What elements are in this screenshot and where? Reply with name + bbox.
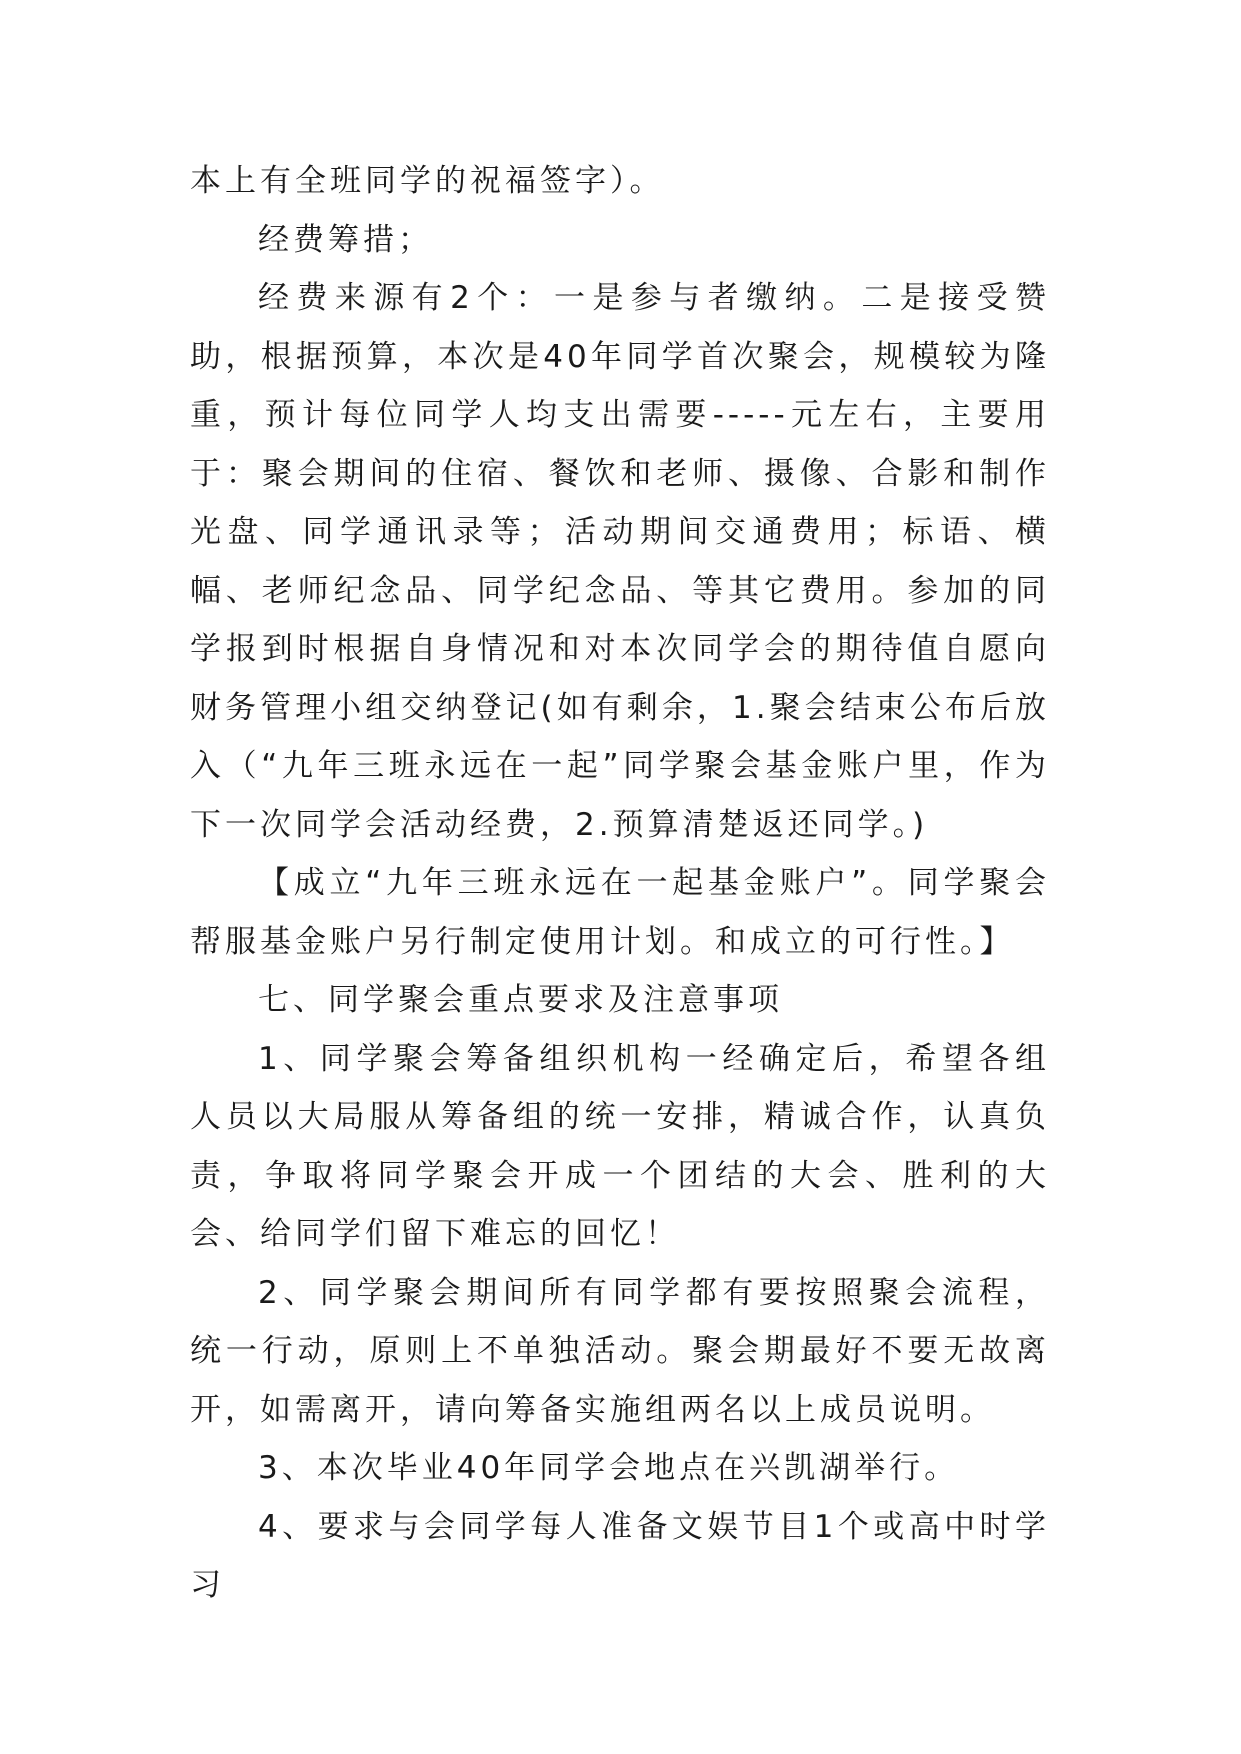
requirement-item-1: 1、同学聚会筹备组织机构一经确定后，希望各组人员以大局服从筹备组的统一安排，精诚合作，认真负责，争取将同学聚会开成一个团结的大会、胜利的大会、给同学们留下难忘的回忆！ <box>190 1040 1050 1252</box>
requirement-item-3: 3、本次毕业40年同学会地点在兴凯湖举行。 <box>258 1450 960 1486</box>
requirement-item-4: 4、要求与会同学每人准备文娱节目1个或高中时学习 <box>190 1508 1050 1603</box>
section-heading-requirements: 七、同学聚会重点要求及注意事项 <box>258 982 783 1018</box>
paragraph-funding-sources: 经费来源有2个：一是参与者缴纳。二是接受赞助，根据预算，本次是40年同学首次聚会，规模较为隆重，预计每位同学人均支出需要-----元左右，主要用于：聚会期间的住宿、餐饮和老师、摄像、合影和制作光盘、同学通讯录等；活动期间交通费用；标语、横幅、老师纪念品、同学纪念品、等其它费用。参加的同学报到时根据自身情况和对本次同学会的期待值自愿向财务管理小组交纳登记(如有剩余，1.聚会结束公布后放入（“九年三班永远在一起”同学聚会基金账户里，作为下一次同学会活动经费，2.预算清楚返还同学。) <box>190 280 1050 843</box>
document-body <box>190 152 1050 1615</box>
requirement-item-2: 2、同学聚会期间所有同学都有要按照聚会流程，统一行动，原则上不单独活动。聚会期最好不要无故离开，如需离开，请向筹备实施组两名以上成员说明。 <box>190 1274 1050 1428</box>
paragraph-fund-account: 【成立“九年三班永远在一起基金账户”。同学聚会帮服基金账户另行制定使用计划。和成立的可行性。】 <box>190 865 1050 960</box>
paragraph-funding-heading: 经费筹措； <box>258 221 433 258</box>
paragraph-continuation: 本上有全班同学的祝福签字）。 <box>190 163 665 199</box>
